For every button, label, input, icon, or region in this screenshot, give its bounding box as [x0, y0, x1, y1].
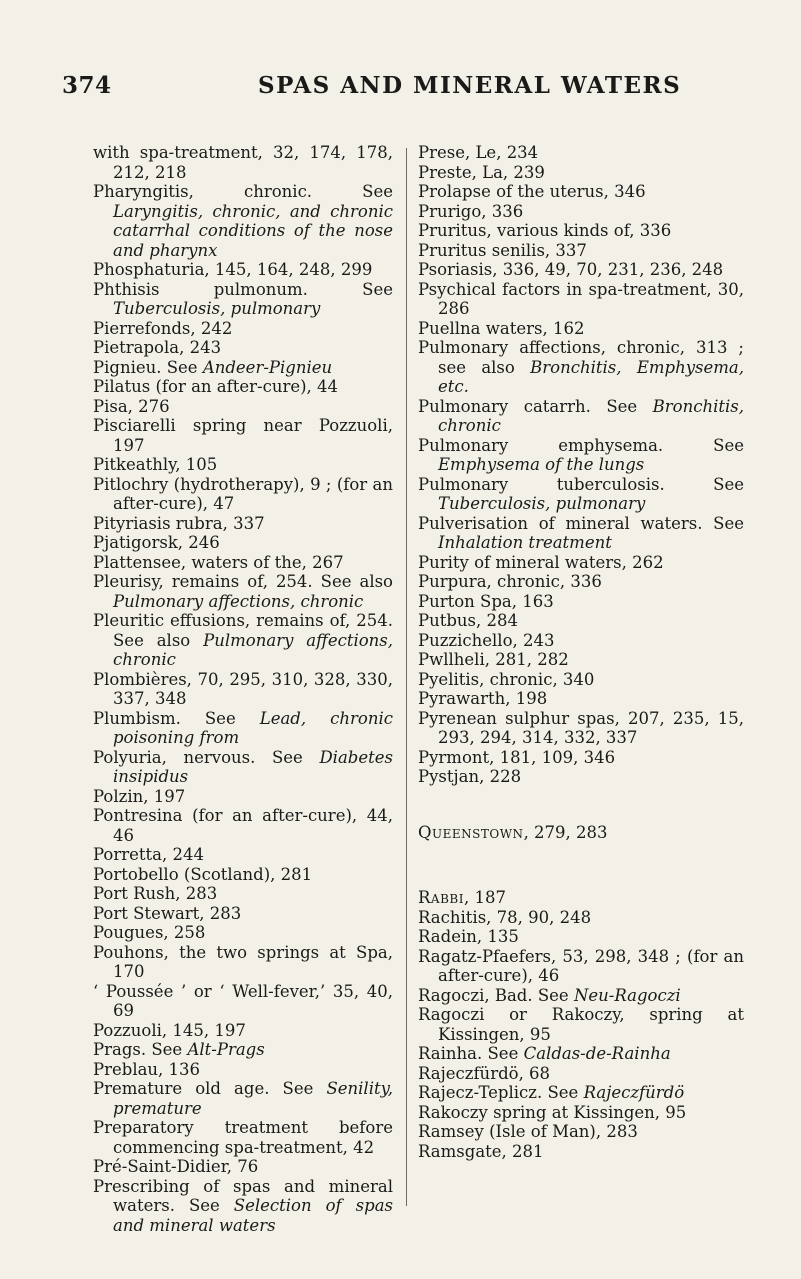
entry-text: Rajeczfürdö, 68: [418, 1063, 551, 1083]
entry-text: Preparatory treatment before commencing spa-treatment, 42: [93, 1118, 393, 1157]
index-entry: [93, 982, 393, 1021]
entry-text: Phosphaturia, 145, 164, 248, 299: [93, 260, 373, 279]
entry-text: Phthisis pulmonum. See: [93, 279, 393, 299]
index-entry: [418, 689, 744, 709]
entry-text: Pyelitis, chronic, 340: [418, 669, 595, 689]
index-entry: [93, 1177, 393, 1236]
entry-text: Pisa, 276: [93, 396, 170, 416]
entry-text: Pilatus (for an after-cure), 44: [93, 377, 339, 396]
entry-text: Polyuria, nervous. See: [93, 747, 320, 767]
index-entry: [418, 888, 744, 908]
index-entry: [93, 904, 393, 924]
index-entry: [418, 260, 744, 280]
index-entry: [93, 358, 393, 378]
index-entry: [93, 748, 393, 787]
index-entry: [418, 241, 744, 261]
entry-text: Puellna waters, 162: [418, 318, 585, 338]
entry-text: with spa-treatment, 32, 174, 178, 212, 218: [93, 143, 393, 182]
entry-text: Pozzuoli, 145, 197: [93, 1020, 246, 1040]
index-entry: [93, 806, 393, 845]
index-entry: [418, 338, 744, 397]
entry-text: Pulmonary tuberculosis. See: [418, 474, 744, 494]
index-entry: [93, 280, 393, 319]
index-entry: [418, 1064, 744, 1084]
index-entry: [93, 670, 393, 709]
entry-cross-reference: Bronchitis, Emphysema, etc.: [438, 357, 744, 396]
entry-text: Ragoczi, Bad. See: [418, 985, 574, 1005]
entry-text: Pleuritic effusions, remains of, 254. See also: [93, 611, 393, 650]
index-entry: [93, 416, 393, 455]
index-entry: [93, 572, 393, 611]
entry-cross-reference: Pulmonary affections, chronic: [113, 591, 364, 611]
index-entry: [93, 1021, 393, 1041]
index-entry: [93, 1157, 393, 1177]
entry-text: Pulverisation of mineral waters. See: [418, 513, 744, 533]
entry-text: Pystjan, 228: [418, 767, 522, 786]
index-entry: [93, 455, 393, 475]
entry-text: Pharyngitis, chronic. See: [93, 182, 393, 201]
entry-cross-reference: Selection of spas and mineral waters: [113, 1196, 393, 1235]
entry-cross-reference: Andeer-Pignieu: [202, 357, 333, 377]
index-entry: [93, 397, 393, 417]
entry-text: Puzzichello, 243: [418, 630, 555, 650]
entry-text: Pulmonary catarrh. See: [418, 396, 653, 416]
page-header: [0, 72, 801, 112]
entry-cross-reference: Tuberculosis, pulmonary: [113, 299, 321, 318]
index-entry: [418, 1103, 744, 1123]
index-entry: [418, 650, 744, 670]
entry-text: Prurigo, 336: [418, 201, 524, 221]
entry-heading-smallcaps: Queenstown: [418, 822, 524, 842]
index-entry: [93, 845, 393, 865]
entry-text: Ragoczi or Rakoczy, spring at Kissingen, 95: [418, 1005, 744, 1044]
entry-text: Ramsey (Isle of Man), 283: [418, 1122, 638, 1141]
entry-text: Pruritus, various kinds of, 336: [418, 221, 672, 240]
entry-cross-reference: Senility, premature: [113, 1079, 393, 1118]
entry-text: Pjatigorsk, 246: [93, 533, 220, 552]
index-entry: [93, 1118, 393, 1157]
entry-text: Ramsgate, 281: [418, 1141, 544, 1161]
index-entry: [418, 163, 744, 183]
running-title: SPAS AND MINERAL WATERS: [258, 72, 682, 99]
entry-text: Pyrenean sulphur spas, 207, 235, 15, 293, 294, 314, 332, 337: [418, 708, 744, 747]
entry-text: Plumbism. See: [93, 708, 260, 728]
entry-cross-reference: Alt-Prags: [187, 1040, 265, 1059]
entry-text: Purpura, chronic, 336: [418, 572, 602, 591]
entry-text: Psoriasis, 336, 49, 70, 231, 236, 248: [418, 260, 724, 279]
index-entry: [93, 553, 393, 573]
index-entry: [93, 319, 393, 339]
index-entry: [93, 260, 393, 280]
index-section-r: [418, 888, 744, 1161]
entry-text: , 279, 283: [523, 822, 608, 842]
entry-text: Prese, Le, 234: [418, 143, 539, 162]
entry-text: Pwllheli, 281, 282: [418, 650, 569, 669]
entry-cross-reference: Inhalation treatment: [438, 533, 612, 552]
index-entry: [93, 475, 393, 514]
entry-text: Pouhons, the two springs at Spa, 170: [93, 942, 393, 981]
index-entry: [418, 221, 744, 241]
section-gap: [418, 787, 744, 823]
entry-text: Port Rush, 283: [93, 884, 218, 903]
index-entry: [418, 1044, 744, 1064]
index-entry: [418, 397, 744, 436]
entry-text: , 187: [463, 888, 506, 907]
entry-text: Pitlochry (hydrotherapy), 9 ; (for an after-cure), 47: [93, 474, 393, 513]
entry-text: Prescribing of spas and mineral waters. See: [93, 1176, 393, 1215]
index-entry: [93, 943, 393, 982]
entry-text: Pontresina (for an after-cure), 44, 46: [93, 806, 393, 845]
entry-cross-reference: Lead, chronic poisoning from: [113, 708, 393, 747]
index-entry: [418, 823, 744, 843]
entry-text: Pignieu. See: [93, 357, 203, 377]
entry-text: Pisciarelli spring near Pozzuoli, 197: [93, 416, 393, 455]
entry-text: Pulmonary affections, chronic, 313 ; see also: [418, 338, 744, 377]
entry-text: Pulmonary emphysema. See: [418, 435, 744, 455]
index-entry: [93, 865, 393, 885]
entry-text: Porretta, 244: [93, 845, 204, 864]
index-entry: [93, 1079, 393, 1118]
page-number: 374: [62, 72, 112, 99]
entry-text: Rainha. See: [418, 1044, 524, 1063]
index-entry: [418, 572, 744, 592]
entry-text: Prags. See: [93, 1040, 188, 1059]
index-entry: [418, 670, 744, 690]
entry-text: Pitkeathly, 105: [93, 455, 218, 474]
entry-text: Port Stewart, 283: [93, 903, 242, 923]
index-entry: [418, 748, 744, 768]
entry-text: Psychical factors in spa-treatment, 30, 286: [418, 279, 744, 318]
entry-text: Portobello (Scotland), 281: [93, 864, 313, 884]
index-column-right: [418, 143, 744, 1161]
entry-text: Polzin, 197: [93, 786, 186, 806]
index-entry: [418, 927, 744, 947]
entry-text: Pyrawarth, 198: [418, 689, 548, 708]
entry-heading-smallcaps: Rabbi: [418, 888, 464, 907]
index-entry: [418, 182, 744, 202]
entry-text: Rakoczy spring at Kissingen, 95: [418, 1102, 687, 1122]
index-entry: [418, 202, 744, 222]
index-entry: [418, 986, 744, 1006]
index-entry: [418, 553, 744, 573]
entry-cross-reference: Laryngitis, chronic, and chronic catarrhal conditions of the nose and pharynx: [113, 201, 393, 260]
entry-text: Plombières, 70, 295, 310, 328, 330, 337, 348: [93, 669, 393, 708]
index-entry: [418, 611, 744, 631]
index-column-left: [93, 143, 393, 1235]
entry-cross-reference: Diabetes insipidus: [113, 747, 393, 786]
index-section-p: [418, 143, 744, 787]
index-entry: [93, 143, 393, 182]
index-entry: [418, 319, 744, 339]
index-entry: [418, 143, 744, 163]
entry-text: Putbus, 284: [418, 611, 518, 630]
section-gap: [418, 842, 744, 888]
index-entry: [418, 631, 744, 651]
entry-text: Premature old age. See: [93, 1079, 327, 1098]
index-entry: [418, 947, 744, 986]
entry-cross-reference: Bronchitis, chronic: [438, 396, 744, 435]
index-entry: [418, 280, 744, 319]
entry-cross-reference: Rajeczfürdö: [583, 1083, 685, 1102]
index-entry: [418, 592, 744, 612]
index-entry: [93, 377, 393, 397]
entry-cross-reference: Neu-Ragoczi: [573, 985, 681, 1005]
index-entry: [93, 533, 393, 553]
entry-text: Pyrmont, 181, 109, 346: [418, 747, 616, 767]
entry-text: Preblau, 136: [93, 1059, 201, 1079]
entry-cross-reference: Caldas-de-Rainha: [523, 1044, 671, 1063]
entry-text: Pré-Saint-Didier, 76: [93, 1157, 259, 1176]
entry-text: Pleurisy, remains of, 254. See also: [93, 572, 393, 591]
index-entry: [418, 1142, 744, 1162]
index-entry: [93, 787, 393, 807]
index-entry: [93, 1040, 393, 1060]
entry-text: ‘ Poussée ’ or ‘ Well-fever,’ 35, 40, 69: [93, 981, 393, 1020]
index-entry: [418, 908, 744, 928]
entry-text: Rachitis, 78, 90, 248: [418, 907, 592, 927]
entry-text: Pityriasis rubra, 337: [93, 513, 265, 533]
index-entry: [418, 475, 744, 514]
entry-text: Pietrapola, 243: [93, 338, 222, 357]
entry-text: Prolapse of the uterus, 346: [418, 182, 646, 201]
entry-cross-reference: Pulmonary affections, chronic: [113, 630, 394, 669]
index-entry: [93, 182, 393, 260]
entry-text: Rajecz-Teplicz. See: [418, 1083, 584, 1102]
entry-text: Plattensee, waters of the, 267: [93, 552, 344, 572]
index-entry: [93, 923, 393, 943]
index-entry: [93, 611, 393, 670]
index-entry: [418, 1122, 744, 1142]
index-entry: [418, 514, 744, 553]
index-entry: [418, 1083, 744, 1103]
entry-text: Ragatz-Pfaefers, 53, 298, 348 ; (for an after-cure), 46: [418, 946, 744, 985]
index-entry: [418, 1005, 744, 1044]
index-entry: [418, 436, 744, 475]
entry-text: Purity of mineral waters, 262: [418, 552, 664, 572]
entry-cross-reference: Tuberculosis, pulmonary: [438, 494, 646, 513]
index-entry: [93, 884, 393, 904]
index-entry: [418, 709, 744, 748]
entry-text: Pierrefonds, 242: [93, 318, 233, 338]
entry-cross-reference: Emphysema of the lungs: [438, 455, 645, 474]
index-entry: [93, 709, 393, 748]
index-entry: [93, 514, 393, 534]
index-entry: [93, 1060, 393, 1080]
entry-text: Radein, 135: [418, 927, 519, 946]
entry-text: Preste, La, 239: [418, 162, 545, 182]
index-entry: [418, 767, 744, 787]
index-section-q: [418, 823, 744, 843]
entry-text: Pruritus senilis, 337: [418, 240, 587, 260]
column-divider: [406, 148, 407, 1206]
entry-text: Pougues, 258: [93, 923, 206, 942]
index-entry: [93, 338, 393, 358]
entry-text: Purton Spa, 163: [418, 591, 554, 611]
